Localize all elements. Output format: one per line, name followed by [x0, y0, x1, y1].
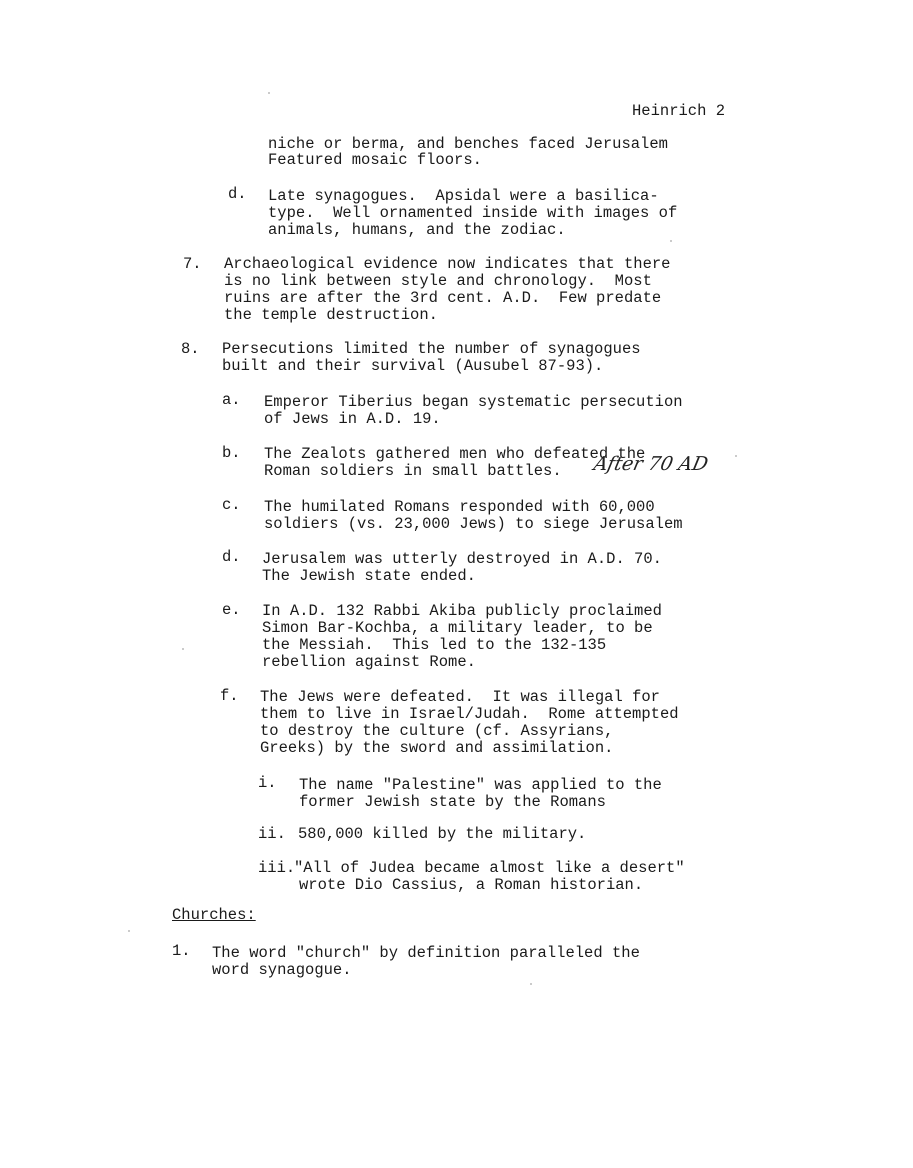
text-line: The word "church" by definition paralleled the [212, 944, 640, 962]
text-line: Roman soldiers in small battles. [264, 462, 562, 480]
list-marker: 1. [172, 942, 191, 960]
text-line: The Zealots gathered men who defeated the [264, 445, 646, 463]
text-line: of Jews in A.D. 19. [264, 410, 441, 428]
text-line: type. Well ornamented inside with images of [268, 204, 678, 222]
text-line: them to live in Israel/Judah. Rome attempted [260, 705, 679, 723]
text-line: niche or berma, and benches faced Jerusalem [268, 135, 668, 153]
list-marker: ii. [258, 825, 286, 843]
text-line: ruins are after the 3rd cent. A.D. Few predate [224, 289, 662, 307]
scan-speck [268, 92, 270, 94]
handwritten-annotation: After 70 AD [591, 453, 711, 475]
text-line: to destroy the culture (cf. Assyrians, [260, 722, 614, 740]
text-line: word synagogue. [212, 961, 352, 979]
text-line: The Jewish state ended. [262, 567, 476, 585]
list-marker: i. [258, 774, 277, 792]
scan-speck [670, 240, 672, 242]
list-marker: e. [222, 601, 241, 619]
list-marker: a. [222, 391, 241, 409]
list-marker: b. [222, 444, 241, 462]
list-marker: d. [222, 548, 241, 566]
text-line: The humilated Romans responded with 60,000 [264, 498, 655, 516]
scan-speck [530, 983, 532, 985]
text-line: soldiers (vs. 23,000 Jews) to siege Jerusalem [264, 515, 683, 533]
list-marker: 7. [183, 255, 202, 273]
scan-speck [128, 930, 130, 932]
text-line: Greeks) by the sword and assimilation. [260, 739, 614, 757]
text-line: Emperor Tiberius began systematic persecution [264, 393, 683, 411]
list-marker: d. [228, 185, 247, 203]
text-line: The name "Palestine" was applied to the [299, 776, 662, 794]
list-marker: iii. [258, 859, 296, 877]
text-line: the temple destruction. [224, 306, 438, 324]
text-line: Archaeological evidence now indicates that there [224, 255, 671, 273]
section-heading: Churches: [172, 906, 256, 924]
text-line: wrote Dio Cassius, a Roman historian. [299, 876, 644, 894]
list-marker: f. [220, 687, 239, 705]
text-line: built and their survival (Ausubel 87-93). [222, 357, 604, 375]
text-line: Persecutions limited the number of synagogues [222, 340, 641, 358]
text-line: The Jews were defeated. It was illegal for [260, 688, 660, 706]
text-line: Late synagogues. Apsidal were a basilica- [268, 187, 659, 205]
text-line: "All of Judea became almost like a desert" [294, 859, 685, 877]
list-marker: 8. [181, 340, 200, 358]
scan-speck [182, 648, 184, 650]
scan-speck [735, 455, 737, 457]
text-line: Jerusalem was utterly destroyed in A.D. 70. [262, 550, 662, 568]
text-line: Featured mosaic floors. [268, 151, 482, 169]
text-line: is no link between style and chronology. Most [224, 272, 652, 290]
list-marker: c. [222, 496, 241, 514]
text-line: animals, humans, and the zodiac. [268, 221, 566, 239]
running-head: Heinrich 2 [632, 102, 726, 120]
text-line: Simon Bar-Kochba, a military leader, to be [262, 619, 653, 637]
text-line: 580,000 killed by the military. [298, 825, 587, 843]
text-line: In A.D. 132 Rabbi Akiba publicly proclaimed [262, 602, 662, 620]
text-line: the Messiah. This led to the 132-135 [262, 636, 607, 654]
text-line: former Jewish state by the Romans [299, 793, 606, 811]
text-line: rebellion against Rome. [262, 653, 476, 671]
